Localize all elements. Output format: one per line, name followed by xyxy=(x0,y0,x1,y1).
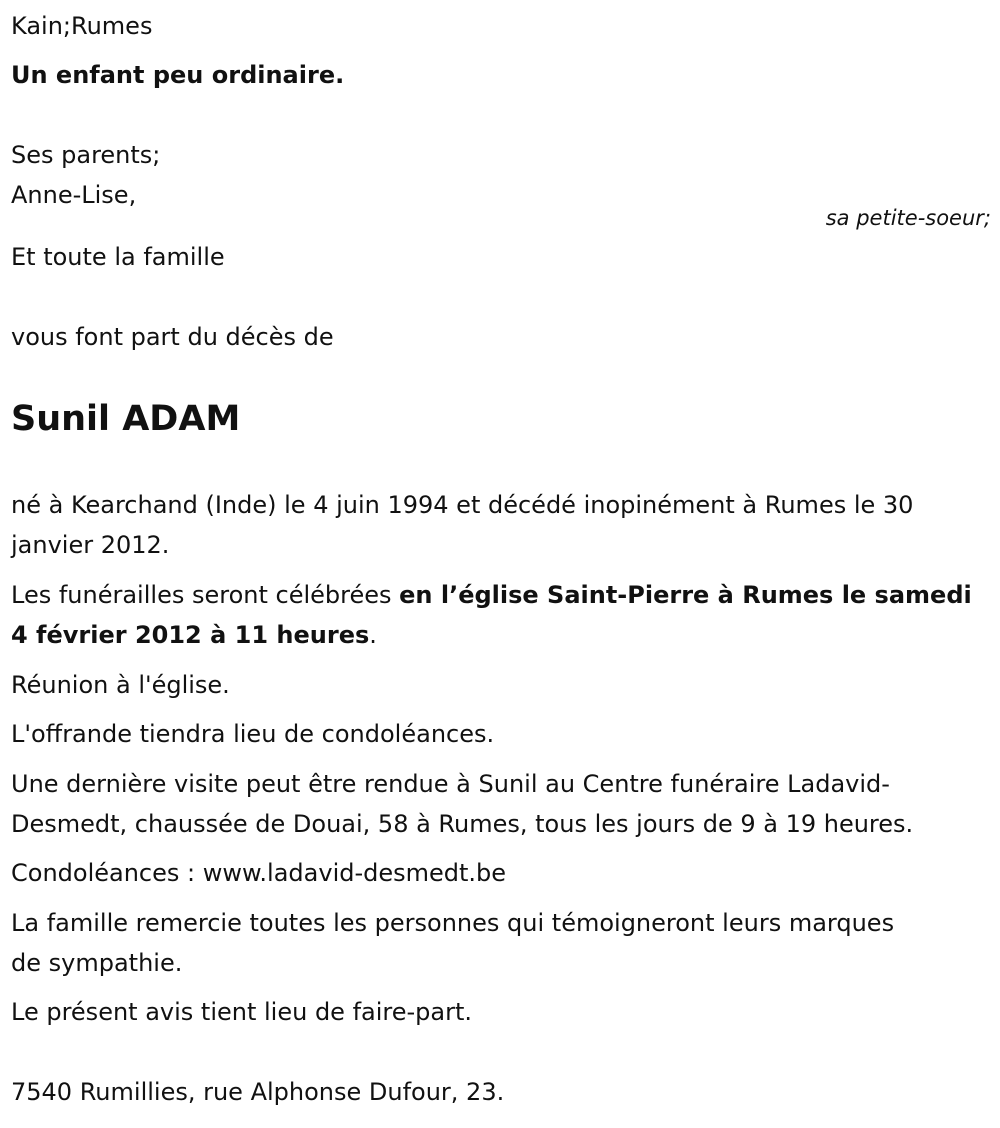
sister-role: sa petite-soeur; xyxy=(825,206,991,230)
parents-line: Ses parents; xyxy=(11,141,161,169)
announce-line: vous font part du décès de xyxy=(11,323,334,351)
deceased-name: Sunil ADAM xyxy=(11,399,241,439)
funeral-intro: Les funérailles seront célébrées xyxy=(11,581,400,609)
funeral-paragraph xyxy=(11,575,991,655)
visit-paragraph: Une dernière visite peut être rendue à Sunil au Centre funéraire Ladavid-Desmedt, chaussée de Douai, 58 à Rumes, tous les jours de 9 à 19 heures. xyxy=(11,770,914,838)
address-line: 7540 Rumillies, rue Alphonse Dufour, 23. xyxy=(11,1078,505,1106)
birth-death-paragraph: né à Kearchand (Inde) le 4 juin 1994 et décédé inopinément à Rumes le 30 janvier 2012. xyxy=(11,491,914,559)
thanks-paragraph: La famille remercie toutes les personnes qui témoigneront leurs marques de sympathie. xyxy=(11,909,895,977)
subtitle-line: Un enfant peu ordinaire. xyxy=(11,61,345,89)
funeral-place-time: en l’église Saint-Pierre à Rumes le samedi 4 février 2012 à 11 heures xyxy=(11,581,972,649)
funeral-end: . xyxy=(369,621,377,649)
notice-line: Le présent avis tient lieu de faire-part. xyxy=(11,998,473,1026)
location-line: Kain;Rumes xyxy=(11,12,153,40)
sister-name: Anne-Lise, xyxy=(11,181,137,209)
offering-line: L'offrande tiendra lieu de condoléances. xyxy=(11,720,495,748)
meeting-line: Réunion à l'église. xyxy=(11,671,230,699)
family-line: Et toute la famille xyxy=(11,243,225,271)
condolences-line: Condoléances : www.ladavid-desmedt.be xyxy=(11,859,507,887)
